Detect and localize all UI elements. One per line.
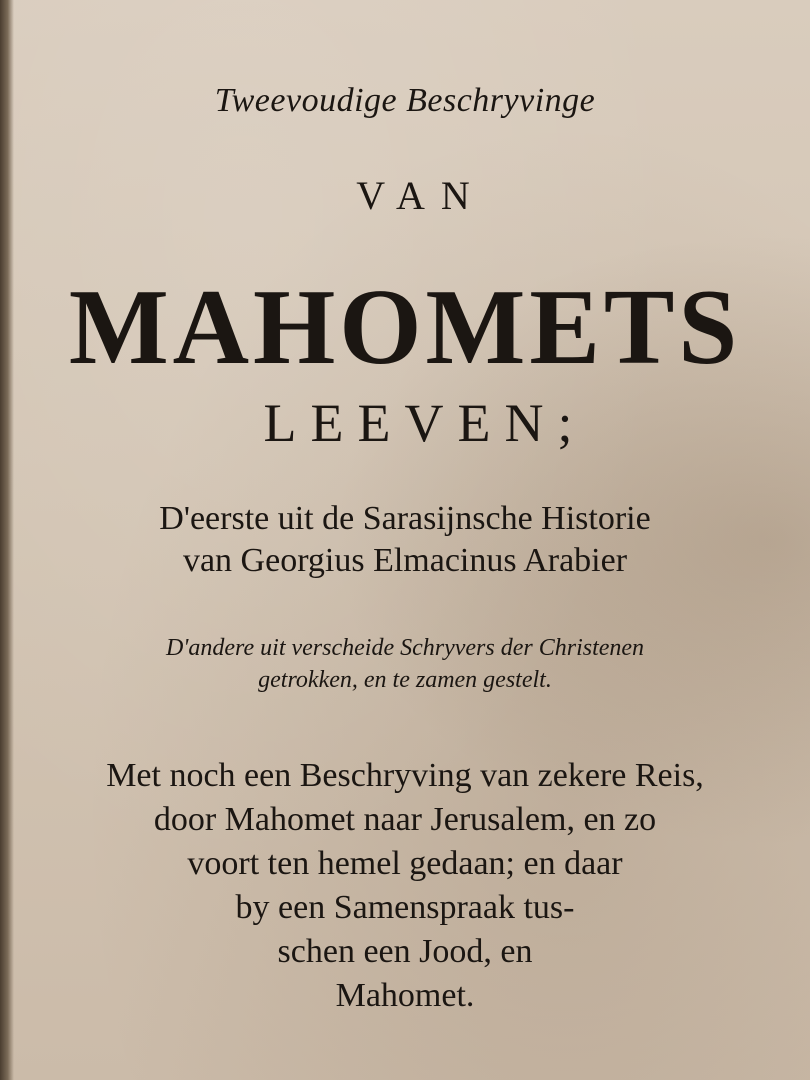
first-part-line-2: van Georgius Elmacinus Arabier [182,542,628,579]
addition-line-3: voort ten hemel gedaan; en daar [187,845,623,882]
addition-line-4: by een Samenspraak tus- [235,889,575,926]
first-part-block [0,498,810,582]
addition-line-5: schen een Jood, en [277,933,533,970]
leeven-line: LEEVEN; [263,393,587,453]
addition-line-1: Met noch een Beschryving van zekere Reis, [106,757,704,794]
subtitle-top: Tweevoudige Beschryvinge [214,82,596,119]
first-part-line-1: D'eerste uit de Sarasijnsche Historie [159,500,651,537]
addition-line-2: door Mahomet naar Jerusalem, en zo [153,801,657,838]
main-title: MAHOMETS [68,268,742,387]
addition-block [0,754,810,1018]
second-part-block [0,632,810,696]
second-part-line-1: D'andere uit verscheide Schryvers der Christenen [165,635,645,661]
addition-line-6: Mahomet. [335,977,475,1014]
second-part-line-2: getrokken, en te zamen gestelt. [258,667,552,693]
van-line: VAN [356,173,486,218]
